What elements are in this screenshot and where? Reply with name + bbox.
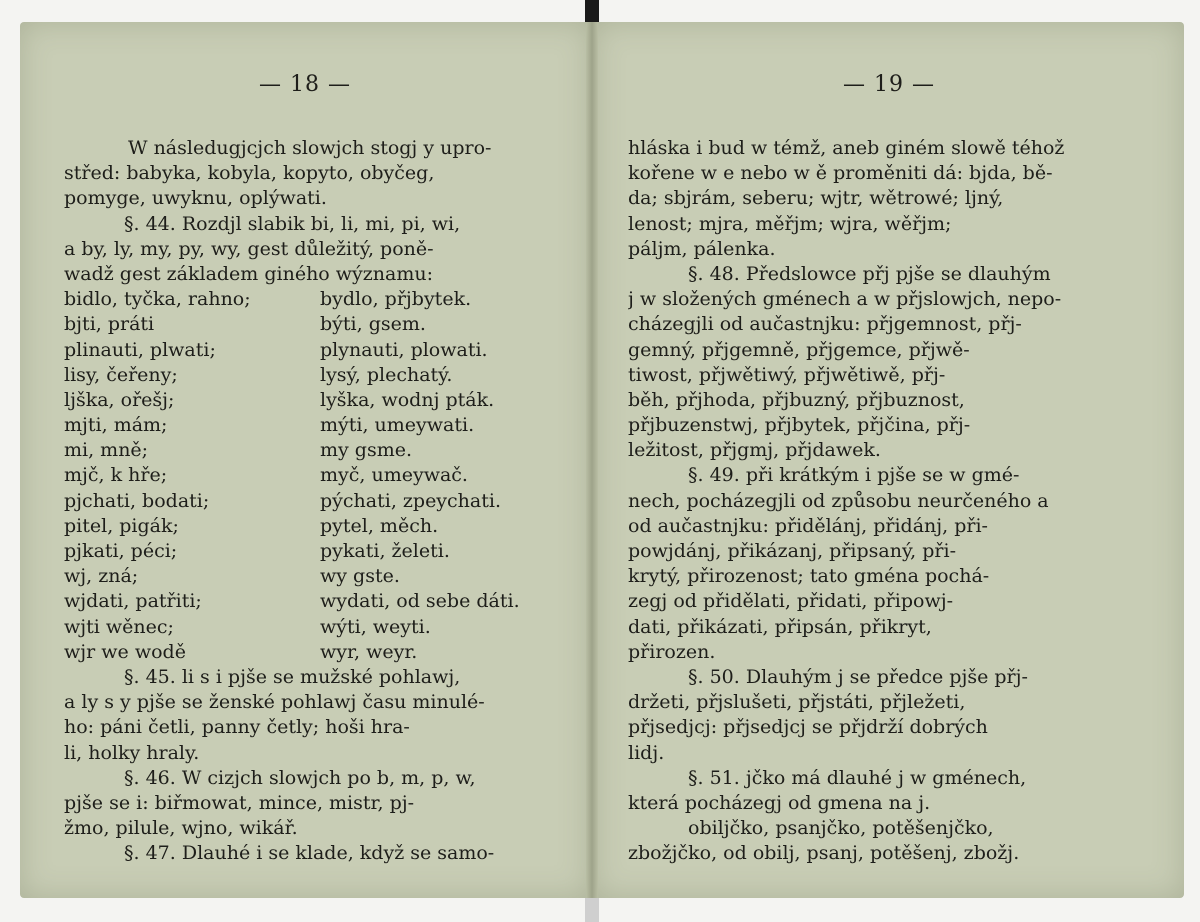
word-left: plinauti, plwati; — [64, 338, 216, 361]
right-page — [594, 22, 1184, 898]
text-line: která pocházegj od gmena na j. — [628, 791, 931, 814]
text-line: li, holky hraly. — [64, 741, 200, 764]
text-line: §. 47. Dlauhé i se klade, když se samo- — [124, 842, 495, 865]
word-left: wjdati, patřiti; — [64, 590, 202, 613]
text-line: držeti, přjslušeti, přjstáti, přjležeti, — [628, 691, 966, 714]
text-line: §. 44. Rozdjl slabik bi, li, mi, pi, wi, — [124, 212, 461, 235]
word-right: wy gste. — [320, 565, 400, 588]
word-pair-row — [64, 388, 564, 413]
text-line: lenost; mjra, měřjm; wjra, wěřjm; — [628, 212, 952, 235]
word-pair-row — [64, 589, 564, 614]
word-right: lysý, plechatý. — [320, 363, 453, 386]
word-pair-row — [64, 338, 564, 363]
page-number-left: — 18 — — [259, 72, 351, 97]
text-line: pjše se i: biřmowat, mince, mistr, pj- — [64, 791, 415, 814]
word-right: plynauti, plowati. — [320, 338, 488, 361]
text-line: obiljčko, psanjčko, potěšenjčko, — [688, 817, 994, 840]
word-pair-row — [64, 312, 564, 337]
text-line: přirozen. — [628, 640, 716, 663]
left-page — [20, 22, 590, 898]
word-left: wj, zná; — [64, 565, 139, 588]
word-left: ljška, ořešj; — [64, 388, 175, 411]
word-left: pjchati, bodati; — [64, 489, 210, 512]
text-line: hláska i bud w témž, aneb giném slowě téhož — [628, 137, 1065, 159]
word-pair-row — [64, 413, 564, 438]
text-line: j w složených gménech a w přjslowjch, nepo- — [628, 288, 1062, 311]
text-line: od aučastnjku: přidělánj, přidánj, při- — [628, 514, 988, 537]
word-pair-row — [64, 539, 564, 564]
text-line: ležitost, přjgmj, přjdawek. — [628, 439, 881, 462]
text-line: §. 48. Předslowce přj pjše se dlauhým — [688, 262, 1051, 285]
book-gutter — [586, 22, 598, 898]
text-line: nech, pocházegjli od způsobu neurčeného a — [628, 489, 1049, 512]
word-pair-row — [64, 615, 564, 640]
text-line: §. 51. jčko má dlauhé j w gménech, — [688, 766, 1027, 789]
text-line: zbožjčko, od obilj, psanj, potěšenj, zbožj. — [628, 842, 1020, 865]
text-line: páljm, pálenka. — [628, 237, 776, 260]
word-right: lyška, wodnj pták. — [320, 388, 495, 411]
text-line: §. 49. při krátkým i pjše se w gmé- — [688, 464, 1020, 487]
word-right: wýti, weyti. — [320, 615, 431, 638]
text-line: přjsedjcj: přjsedjcj se přjdrží dobrých — [628, 716, 988, 739]
word-left: mjč, k hře; — [64, 464, 168, 487]
text-line: powjdánj, přikázanj, připsaný, při- — [628, 540, 956, 562]
text-line: ho: páni četli, panny četly; hoši hra- — [64, 716, 410, 739]
text-line: zegj od přidělati, přidati, připowj- — [628, 590, 954, 613]
text-line: kořene w e nebo w ě proměniti dá: bjda, bě- — [628, 162, 1053, 185]
spine-bottom — [585, 898, 599, 922]
text-line: běh, přjhoda, přjbuzný, přjbuznost, — [628, 388, 965, 411]
text-line: žmo, pilule, wjno, wikář. — [64, 817, 298, 840]
word-left: bidlo, tyčka, rahno; — [64, 288, 251, 311]
text-line: a by, ly, my, py, wy, gest důležitý, poně- — [64, 237, 434, 260]
text-line: gemný, přjgemně, přjgemce, přjwě- — [628, 338, 970, 361]
word-pair-row — [64, 463, 564, 488]
text-line: přjbuzenstwj, přjbytek, přjčina, přj- — [628, 414, 971, 437]
text-line: §. 46. W cizjch slowjch po b, m, p, w, — [124, 766, 476, 789]
text-line: da; sbjrám, seberu; wjtr, wětrowé; ljný, — [628, 187, 1004, 210]
word-left: lisy, čeřeny; — [64, 363, 178, 386]
word-right: pykati, želeti. — [320, 540, 450, 562]
text-line: a ly s y pjše se ženské pohlawj času minulé- — [64, 691, 485, 714]
word-pair-row — [64, 564, 564, 589]
text-line: wadž gest základem giného wýznamu: — [64, 262, 434, 285]
word-right: mýti, umeywati. — [320, 414, 475, 437]
word-right: my gsme. — [320, 439, 413, 462]
word-right: pýchati, zpeychati. — [320, 489, 502, 512]
word-left: mjti, mám; — [64, 414, 168, 437]
left-page-text — [64, 136, 564, 866]
word-right: myč, umeywač. — [320, 464, 468, 487]
text-line: střed: babyka, kobyla, kopyto, obyčeg, — [64, 162, 435, 185]
text-line: lidj. — [628, 741, 665, 764]
word-pair-row — [64, 489, 564, 514]
word-right: wydati, od sebe dáti. — [320, 590, 520, 613]
right-page-text — [628, 136, 1150, 866]
word-pair-row — [64, 438, 564, 463]
text-line: W následugjcjch slowjch stogj y upro- — [128, 137, 492, 159]
page-number-right: — 19 — — [843, 72, 935, 97]
text-line: pomyge, uwyknu, oplýwati. — [64, 187, 327, 210]
word-right: wyr, weyr. — [320, 640, 418, 663]
text-line: dati, přikázati, připsán, přikryt, — [628, 615, 932, 638]
word-left: wjti wěnec; — [64, 615, 174, 638]
text-line: tiwost, přjwětiwý, přjwětiwě, přj- — [628, 363, 946, 386]
spine-top — [585, 0, 599, 22]
word-pair-row — [64, 640, 564, 665]
text-line: §. 50. Dlauhým j se předce pjše přj- — [688, 665, 1028, 688]
word-left: bjti, práti — [64, 313, 155, 336]
text-line: cházegjli od aučastnjku: přjgemnost, přj- — [628, 313, 1022, 336]
word-left: pitel, pigák; — [64, 514, 179, 537]
word-pair-row — [64, 287, 564, 312]
word-left: wjr we wodě — [64, 640, 186, 663]
word-pair-row — [64, 363, 564, 388]
word-left: mi, mně; — [64, 439, 149, 462]
word-pair-row — [64, 514, 564, 539]
text-line: krytý, přirozenost; tato gména pochá- — [628, 565, 990, 588]
text-line: §. 45. li s i pjše se mužské pohlawj, — [124, 665, 461, 688]
word-right: pytel, měch. — [320, 514, 439, 537]
word-right: bydlo, přjbytek. — [320, 288, 472, 311]
watermark — [64, 812, 84, 858]
word-right: býti, gsem. — [320, 313, 426, 336]
word-left: pjkati, péci; — [64, 540, 178, 562]
